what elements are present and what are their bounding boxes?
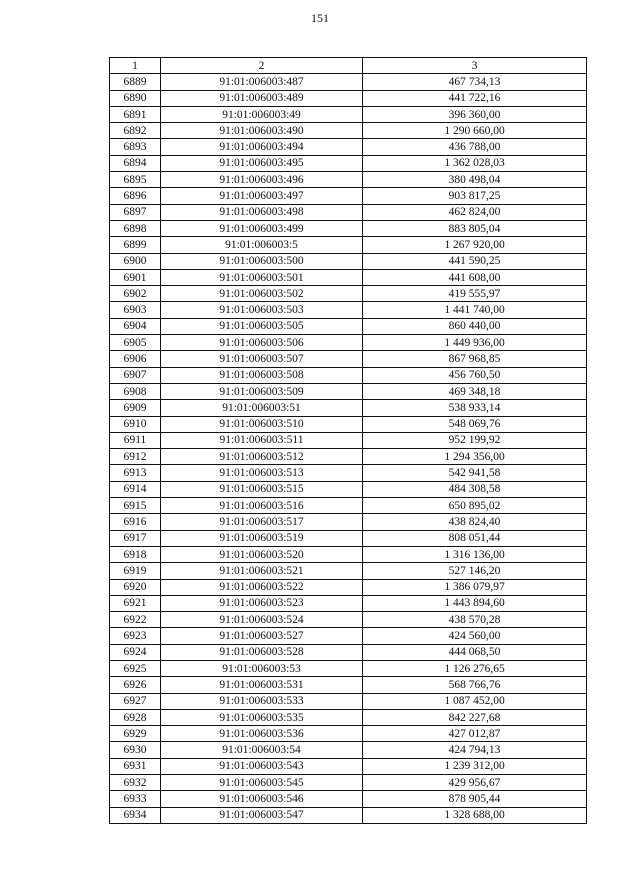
cell-row-number: 6926 bbox=[110, 677, 161, 693]
cell-value: 867 968,85 bbox=[363, 351, 587, 367]
table-row bbox=[110, 106, 587, 122]
cell-row-number: 6917 bbox=[110, 530, 161, 546]
cell-row-number: 6932 bbox=[110, 775, 161, 791]
cell-row-number: 6905 bbox=[110, 335, 161, 351]
cell-value: 952 199,92 bbox=[363, 432, 587, 448]
cell-value: 436 788,00 bbox=[363, 139, 587, 155]
cell-value: 527 146,20 bbox=[363, 563, 587, 579]
cell-value: 1 328 688,00 bbox=[363, 807, 587, 823]
cell-cadastral-number: 91:01:006003:512 bbox=[161, 449, 363, 465]
table-row bbox=[110, 791, 587, 807]
cell-cadastral-number: 91:01:006003:536 bbox=[161, 726, 363, 742]
cell-cadastral-number: 91:01:006003:499 bbox=[161, 220, 363, 236]
cell-value: 1 362 028,03 bbox=[363, 155, 587, 171]
cell-value: 462 824,00 bbox=[363, 204, 587, 220]
cell-row-number: 6925 bbox=[110, 660, 161, 676]
cell-row-number: 6902 bbox=[110, 286, 161, 302]
table-row bbox=[110, 660, 587, 676]
table-row bbox=[110, 498, 587, 514]
cell-row-number: 6911 bbox=[110, 432, 161, 448]
table-row bbox=[110, 579, 587, 595]
cell-row-number: 6900 bbox=[110, 253, 161, 269]
table-row bbox=[110, 481, 587, 497]
cell-value: 467 734,13 bbox=[363, 74, 587, 90]
cell-value: 878 905,44 bbox=[363, 791, 587, 807]
cell-cadastral-number: 91:01:006003:497 bbox=[161, 188, 363, 204]
cell-value: 1 441 740,00 bbox=[363, 302, 587, 318]
cell-cadastral-number: 91:01:006003:502 bbox=[161, 286, 363, 302]
cell-cadastral-number: 91:01:006003:503 bbox=[161, 302, 363, 318]
cell-value: 441 722,16 bbox=[363, 90, 587, 106]
cell-value: 568 766,76 bbox=[363, 677, 587, 693]
cell-value: 1 449 936,00 bbox=[363, 335, 587, 351]
cell-row-number: 6928 bbox=[110, 709, 161, 725]
cell-row-number: 6914 bbox=[110, 481, 161, 497]
cell-row-number: 6904 bbox=[110, 318, 161, 334]
cell-row-number: 6918 bbox=[110, 546, 161, 562]
table-row bbox=[110, 367, 587, 383]
table-row bbox=[110, 269, 587, 285]
table-row bbox=[110, 139, 587, 155]
table-row bbox=[110, 90, 587, 106]
cell-row-number: 6896 bbox=[110, 188, 161, 204]
cell-cadastral-number: 91:01:006003:546 bbox=[161, 791, 363, 807]
cell-value: 1 126 276,65 bbox=[363, 660, 587, 676]
cell-value: 1 267 920,00 bbox=[363, 237, 587, 253]
cell-cadastral-number: 91:01:006003:51 bbox=[161, 400, 363, 416]
cell-value: 860 440,00 bbox=[363, 318, 587, 334]
cell-row-number: 6892 bbox=[110, 123, 161, 139]
header-row bbox=[110, 58, 587, 74]
cell-row-number: 6893 bbox=[110, 139, 161, 155]
cell-cadastral-number: 91:01:006003:505 bbox=[161, 318, 363, 334]
cell-value: 441 608,00 bbox=[363, 269, 587, 285]
cell-row-number: 6915 bbox=[110, 498, 161, 514]
table-row bbox=[110, 514, 587, 530]
table-row bbox=[110, 188, 587, 204]
cell-cadastral-number: 91:01:006003:496 bbox=[161, 172, 363, 188]
table-row bbox=[110, 400, 587, 416]
cell-cadastral-number: 91:01:006003:545 bbox=[161, 775, 363, 791]
cell-row-number: 6929 bbox=[110, 726, 161, 742]
column-header-value: 3 bbox=[363, 58, 587, 74]
table-row bbox=[110, 628, 587, 644]
cell-cadastral-number: 91:01:006003:490 bbox=[161, 123, 363, 139]
cell-row-number: 6922 bbox=[110, 612, 161, 628]
table-row bbox=[110, 204, 587, 220]
cell-row-number: 6910 bbox=[110, 416, 161, 432]
cell-row-number: 6919 bbox=[110, 563, 161, 579]
table-row bbox=[110, 546, 587, 562]
cell-cadastral-number: 91:01:006003:495 bbox=[161, 155, 363, 171]
cell-row-number: 6930 bbox=[110, 742, 161, 758]
table-row bbox=[110, 253, 587, 269]
table-row bbox=[110, 465, 587, 481]
table-row bbox=[110, 530, 587, 546]
cell-value: 548 069,76 bbox=[363, 416, 587, 432]
cell-cadastral-number: 91:01:006003:5 bbox=[161, 237, 363, 253]
table-row bbox=[110, 335, 587, 351]
table-row bbox=[110, 416, 587, 432]
table-row bbox=[110, 775, 587, 791]
cell-cadastral-number: 91:01:006003:510 bbox=[161, 416, 363, 432]
column-header-number: 1 bbox=[110, 58, 161, 74]
cell-row-number: 6906 bbox=[110, 351, 161, 367]
cell-value: 538 933,14 bbox=[363, 400, 587, 416]
cell-value: 484 308,58 bbox=[363, 481, 587, 497]
cell-value: 542 941,58 bbox=[363, 465, 587, 481]
cell-cadastral-number: 91:01:006003:524 bbox=[161, 612, 363, 628]
cell-row-number: 6907 bbox=[110, 367, 161, 383]
cell-row-number: 6908 bbox=[110, 383, 161, 399]
cell-cadastral-number: 91:01:006003:517 bbox=[161, 514, 363, 530]
cell-cadastral-number: 91:01:006003:54 bbox=[161, 742, 363, 758]
table-row bbox=[110, 693, 587, 709]
table-row bbox=[110, 383, 587, 399]
cell-cadastral-number: 91:01:006003:498 bbox=[161, 204, 363, 220]
cell-cadastral-number: 91:01:006003:506 bbox=[161, 335, 363, 351]
cell-value: 903 817,25 bbox=[363, 188, 587, 204]
cell-row-number: 6898 bbox=[110, 220, 161, 236]
cell-cadastral-number: 91:01:006003:547 bbox=[161, 807, 363, 823]
cell-cadastral-number: 91:01:006003:501 bbox=[161, 269, 363, 285]
table-row bbox=[110, 172, 587, 188]
cell-value: 438 824,40 bbox=[363, 514, 587, 530]
cell-value: 456 760,50 bbox=[363, 367, 587, 383]
table-row bbox=[110, 123, 587, 139]
cell-row-number: 6899 bbox=[110, 237, 161, 253]
cell-cadastral-number: 91:01:006003:511 bbox=[161, 432, 363, 448]
cell-value: 650 895,02 bbox=[363, 498, 587, 514]
cell-value: 808 051,44 bbox=[363, 530, 587, 546]
cell-value: 1 443 894,60 bbox=[363, 595, 587, 611]
cell-value: 469 348,18 bbox=[363, 383, 587, 399]
cell-cadastral-number: 91:01:006003:520 bbox=[161, 546, 363, 562]
cell-row-number: 6909 bbox=[110, 400, 161, 416]
cell-value: 396 360,00 bbox=[363, 106, 587, 122]
table-row bbox=[110, 595, 587, 611]
cell-row-number: 6901 bbox=[110, 269, 161, 285]
cell-row-number: 6889 bbox=[110, 74, 161, 90]
cell-row-number: 6895 bbox=[110, 172, 161, 188]
cell-row-number: 6897 bbox=[110, 204, 161, 220]
cell-row-number: 6912 bbox=[110, 449, 161, 465]
cell-row-number: 6916 bbox=[110, 514, 161, 530]
cell-row-number: 6921 bbox=[110, 595, 161, 611]
table-body bbox=[110, 74, 587, 824]
table-row bbox=[110, 644, 587, 660]
cell-cadastral-number: 91:01:006003:53 bbox=[161, 660, 363, 676]
cell-value: 883 805,04 bbox=[363, 220, 587, 236]
column-header-cadastral: 2 bbox=[161, 58, 363, 74]
cell-cadastral-number: 91:01:006003:49 bbox=[161, 106, 363, 122]
cell-cadastral-number: 91:01:006003:531 bbox=[161, 677, 363, 693]
table-row bbox=[110, 726, 587, 742]
cell-value: 1 290 660,00 bbox=[363, 123, 587, 139]
cell-row-number: 6903 bbox=[110, 302, 161, 318]
cell-row-number: 6894 bbox=[110, 155, 161, 171]
cell-row-number: 6891 bbox=[110, 106, 161, 122]
cell-cadastral-number: 91:01:006003:523 bbox=[161, 595, 363, 611]
cell-cadastral-number: 91:01:006003:519 bbox=[161, 530, 363, 546]
cell-cadastral-number: 91:01:006003:500 bbox=[161, 253, 363, 269]
cell-value: 1 386 079,97 bbox=[363, 579, 587, 595]
cell-row-number: 6890 bbox=[110, 90, 161, 106]
table-row bbox=[110, 563, 587, 579]
table-row bbox=[110, 351, 587, 367]
cell-value: 424 560,00 bbox=[363, 628, 587, 644]
cell-cadastral-number: 91:01:006003:535 bbox=[161, 709, 363, 725]
cell-row-number: 6933 bbox=[110, 791, 161, 807]
cell-cadastral-number: 91:01:006003:515 bbox=[161, 481, 363, 497]
page-number: 151 bbox=[311, 11, 329, 25]
table-row bbox=[110, 709, 587, 725]
cell-row-number: 6913 bbox=[110, 465, 161, 481]
table-row bbox=[110, 612, 587, 628]
registry-table bbox=[109, 57, 587, 824]
table-row bbox=[110, 302, 587, 318]
cell-value: 444 068,50 bbox=[363, 644, 587, 660]
cell-value: 429 956,67 bbox=[363, 775, 587, 791]
cell-row-number: 6924 bbox=[110, 644, 161, 660]
cell-value: 438 570,28 bbox=[363, 612, 587, 628]
cell-cadastral-number: 91:01:006003:521 bbox=[161, 563, 363, 579]
cell-row-number: 6923 bbox=[110, 628, 161, 644]
table-row bbox=[110, 74, 587, 90]
cell-cadastral-number: 91:01:006003:507 bbox=[161, 351, 363, 367]
cell-cadastral-number: 91:01:006003:527 bbox=[161, 628, 363, 644]
table-row bbox=[110, 807, 587, 823]
cell-row-number: 6927 bbox=[110, 693, 161, 709]
cell-cadastral-number: 91:01:006003:543 bbox=[161, 758, 363, 774]
cell-cadastral-number: 91:01:006003:509 bbox=[161, 383, 363, 399]
cell-cadastral-number: 91:01:006003:533 bbox=[161, 693, 363, 709]
table-row bbox=[110, 286, 587, 302]
table-row bbox=[110, 449, 587, 465]
cell-row-number: 6920 bbox=[110, 579, 161, 595]
cell-value: 380 498,04 bbox=[363, 172, 587, 188]
table-row bbox=[110, 155, 587, 171]
cell-value: 427 012,87 bbox=[363, 726, 587, 742]
table-row bbox=[110, 432, 587, 448]
table-row bbox=[110, 742, 587, 758]
cell-value: 1 316 136,00 bbox=[363, 546, 587, 562]
table-row bbox=[110, 758, 587, 774]
cell-cadastral-number: 91:01:006003:494 bbox=[161, 139, 363, 155]
cell-value: 1 294 356,00 bbox=[363, 449, 587, 465]
cell-value: 1 239 312,00 bbox=[363, 758, 587, 774]
table-row bbox=[110, 220, 587, 236]
table-row bbox=[110, 677, 587, 693]
cell-cadastral-number: 91:01:006003:513 bbox=[161, 465, 363, 481]
cell-value: 424 794,13 bbox=[363, 742, 587, 758]
cell-cadastral-number: 91:01:006003:522 bbox=[161, 579, 363, 595]
cell-cadastral-number: 91:01:006003:508 bbox=[161, 367, 363, 383]
cell-row-number: 6931 bbox=[110, 758, 161, 774]
cell-value: 441 590,25 bbox=[363, 253, 587, 269]
cell-value: 842 227,68 bbox=[363, 709, 587, 725]
cell-cadastral-number: 91:01:006003:516 bbox=[161, 498, 363, 514]
table-row bbox=[110, 318, 587, 334]
cell-row-number: 6934 bbox=[110, 807, 161, 823]
cell-cadastral-number: 91:01:006003:487 bbox=[161, 74, 363, 90]
cell-cadastral-number: 91:01:006003:528 bbox=[161, 644, 363, 660]
cell-value: 419 555,97 bbox=[363, 286, 587, 302]
cell-value: 1 087 452,00 bbox=[363, 693, 587, 709]
cell-cadastral-number: 91:01:006003:489 bbox=[161, 90, 363, 106]
table-row bbox=[110, 237, 587, 253]
